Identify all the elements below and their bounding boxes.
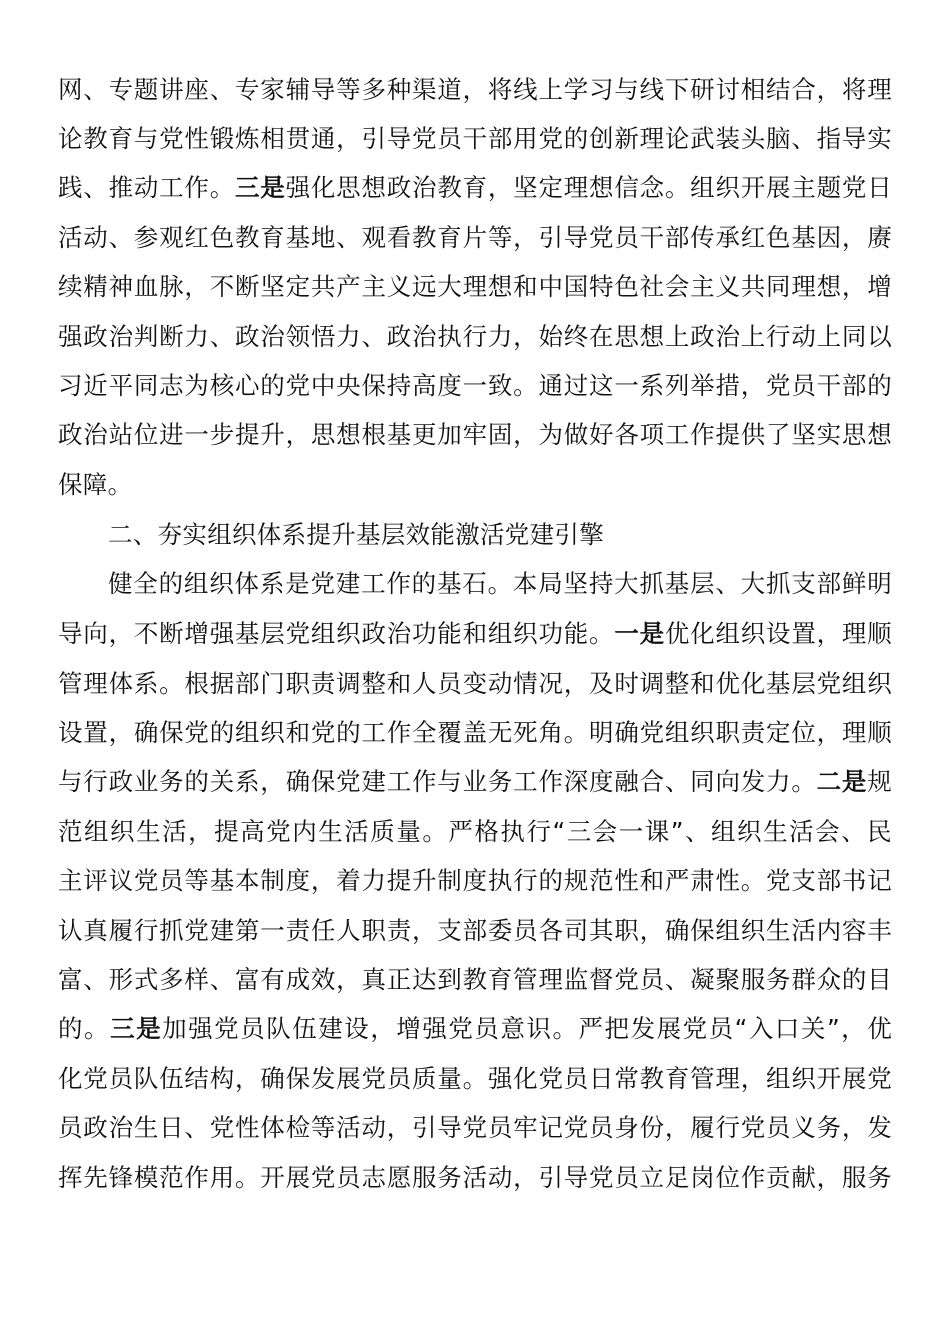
text-line: 网、专题讲座、专家辅导等多种渠道，将线上学习与线下研讨相结合，将理 [58,75,892,104]
text-line: 续精神血脉，不断坚定共产主义远大理想和中国特色社会主义共同理想，增 [58,272,892,301]
text-line: 挥先锋模范作用。开展党员志愿服务活动，引导党员立足岗位作贡献，服务 [58,1163,892,1192]
text-line: 化党员队伍结构，确保发展党员质量。强化党员日常教育管理，组织开展党 [58,1064,892,1093]
text-line: 强政治判断力、政治领悟力、政治执行力，始终在思想上政治上行动上同以 [58,322,892,351]
text-line: 习近平同志为核心的党中央保持高度一致。通过这一系列举措，党员干部的 [58,371,892,400]
text-line: 管理体系。根据部门职责调整和人员变动情况，及时调整和优化基层党组织 [58,669,892,698]
text-segment: 强化思想政治教育，坚定理想信念。组织开展主题党日 [285,173,892,202]
text-segment: 与行政业务的关系，确保党建工作与业务工作深度融合、同向发力。 [58,767,817,796]
text-line: 保障。 [58,470,133,499]
text-line: 活动、参观红色教育基地、观看教育片等，引导党员干部传承红色基因，赓 [58,223,892,252]
text-line: 认真履行抓党建第一责任人职责，支部委员各司其职，确保组织生活内容丰 [58,916,892,945]
text-line [58,1009,892,1049]
text-segment: 践、推动工作。 [58,173,236,202]
text-line [58,168,892,208]
text-line: 主评议党员等基本制度，着力提升制度执行的规范性和严肃性。党支部书记 [58,866,892,895]
text-line: 论教育与党性锻炼相贯通，引导党员干部用党的创新理论武装头脑、指导实 [58,124,892,153]
emphasis-marker: 三是 [235,173,286,202]
text-line: 政治站位进一步提升，思想根基更加牢固，为做好各项工作提供了坚实思想 [58,420,892,449]
text-line: 员政治生日、党性体检等活动，引导党员牢记党员身份，履行党员义务，发 [58,1113,892,1142]
emphasis-marker: 二是 [816,767,868,796]
text-line [58,762,892,802]
section-heading: 二、夯实组织体系提升基层效能激活党建引擎 [108,520,604,549]
text-segment: 导向，不断增强基层党组织政治功能和组织功能。 [58,619,615,648]
text-line: 健全的组织体系是党建工作的基石。本局坚持大抓基层、大抓支部鲜明 [108,569,892,598]
text-segment: 的。 [58,1014,111,1043]
text-line: 设置，确保党的组织和党的工作全覆盖无死角。明确党组织职责定位，理顺 [58,718,892,747]
text-segment: 规 [867,767,892,796]
text-segment: 加强党员队伍建设，增强党员意识。严把发展党员“入口关”，优 [162,1014,892,1043]
text-segment: 优化组织设置，理顺 [664,619,892,648]
text-line: 富、形式多样、富有成效，真正达到教育管理监督党员、凝聚服务群众的目 [58,965,892,994]
text-line [58,614,892,654]
text-line: 范组织生活，提高党内生活质量。严格执行“三会一课”、组织生活会、民 [58,817,892,846]
emphasis-marker: 一是 [614,619,665,648]
emphasis-marker: 三是 [110,1014,163,1043]
